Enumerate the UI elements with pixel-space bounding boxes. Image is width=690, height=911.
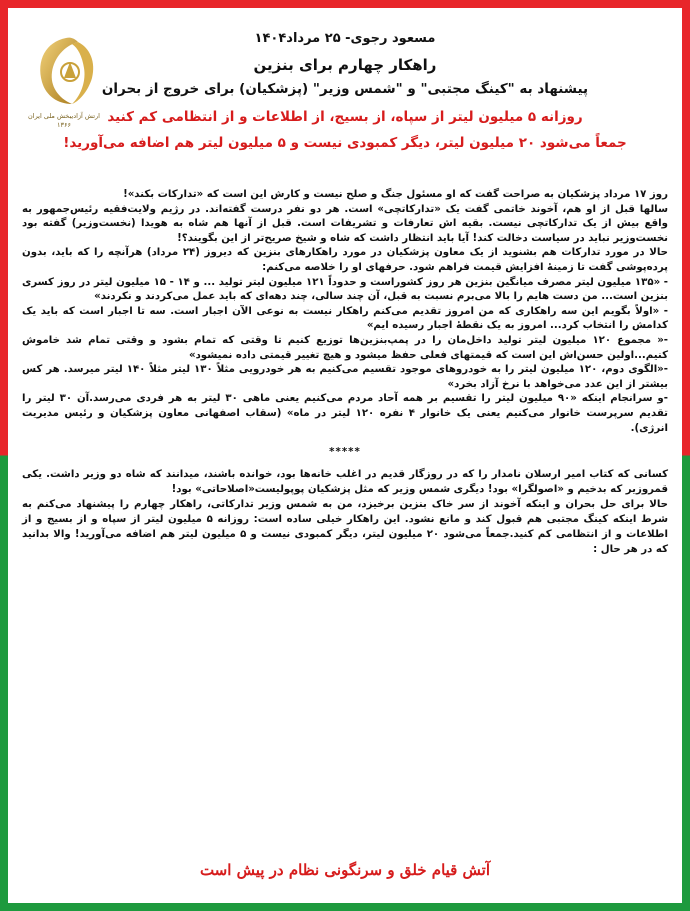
body-paragraph: -«الگوی دوم، ۱۲۰ میلیون لیتر را به خودروهای موجود تقسیم می‌کنیم به هر خودرویی مثلاً ۱۳۰ لیتر مثلاً ۱۴۰ لیتر میرسد. هر کس بیشتر از این عدد می‌خواهد با نرخ آزاد بخرد» (22, 364, 668, 390)
body-paragraph: - «اولاً بگویم این سه راهکاری که من امروز تقدیم می‌کنم راهکار نیست به نوعی الآن اجبار است. سه تا اجبار است که باید یک کدامش را انتخاب کرد... امروز به یک نقطهٔ اجبار رسیده ایم» (22, 305, 668, 332)
logo-caption-line-2: ۱۳۶۶ (57, 121, 71, 129)
body-paragraph: سالها قبل از او هم، آخوند خاتمی گفت یک «تدارکاتچی» است. هر دو نفر درست گفته‌اند. در رژیم ولایت‌فقیه رئیس‌جمهور به واقع بیش از یک تدارکاتچی نیست. بقیه اش تعارفات و تشریفات است. قبل از آنها هم شاه به هویدا (نخست‌وزیر) گفته بود نخست‌وزیر نباید در سیاست دخالت کند! آیا باید انتظار داشت که شاه و شیخ صریح‌تر از این بگویند؟! (22, 203, 668, 244)
document-header (8, 28, 682, 154)
document-subtitle: پیشنهاد به "کینگ مجتبی" و "شمس وزیر" (پزشکیان) برای خروج از بحران (101, 81, 589, 97)
article-body (22, 188, 668, 557)
body-paragraph: روز ۱۷ مرداد پزشکیان به صراحت گفت که او مسئول جنگ و صلح نیست و کارش این است که «تدارکات بکند»! (123, 189, 668, 200)
highlight-line-2: جمعاً می‌شود ۲۰ میلیون لیتر، دیگر کمبودی نیست و ۵ میلیون لیتر هم اضافه می‌آورید! (63, 135, 627, 151)
body-paragraph: -و سرانجام اینکه «۹۰ میلیون لیتر را تقسیم بر همه آحاد مردم می‌کنیم یعنی ماهی ۳۰ لیتر به هر فردی می‌رسد.آن ۳۰ لیتر را تقدیم سرپرست خانوار می‌کنیم یعنی یک خانوار ۴ نفره ۱۲۰ لیتر در ماه» (سقاب اصفهانی معاون پزشکیان و رئیس مدیریت انرژی). (22, 393, 669, 434)
logo-caption-line-1: ارتش آزادیبخش ملی ایران (28, 112, 100, 120)
document-sheet (8, 8, 682, 903)
closing-slogan: آتش قیام خلق و سرنگونی نظام در پیش است (199, 861, 491, 879)
body-paragraph: کسانی که کتاب امیر ارسلان نامدار را که در روزگار قدیم در اغلب خانه‌ها بود، خوانده باشند، میدانند که شاه دو وزیر داشت. یکی قمروزیر که بدخیم و «اصولگرا» بود! دیگری شمس وزیر که مثل پزشکیان پوپولیست«اصلاحاتی» بود! (22, 468, 668, 495)
highlight-line-1: روزانه ۵ میلیون لیتر از سپاه، از بسیج، از اطلاعات و از انتظامی کم کنید (107, 109, 583, 125)
body-paragraph: -« مجموع ۱۲۰ میلیون لیتر تولید داخل‌مان را در پمپ‌بنزین‌ها توزیع کنیم تا وقتی که تمام بشود و وقتی تمام شد خاموش کنیم...اولین حسن‌اش این است که قیمتهای فعلی حفظ میشود و هیچ تغییر قیمتی داده نمیشود» (22, 334, 669, 361)
body-paragraph: حالا برای حل بحران و اینکه آخوند از سر خاک بنزین برخیزد، من به شمس وزیر تدارکاتی، راهکار چهارم را پیشنهاد می‌کنم به شرط اینکه کینگ مجتبی هم قبول کند و مانع نشود. این راهکار خیلی ساده است: روزانه ۵ میلیون لیتر از سپاه و از بسیج و از اطلاعات و از انتظامی کم کنید.جمعاً می‌شود ۲۰ میلیون لیتر، دیگر کمبودی نیست و ۵ میلیون لیتر هم اضافه می‌آورید! والا بدانید که در هر حال : (22, 498, 668, 555)
document-title: راهکار چهارم برای بنزین (253, 56, 437, 74)
section-separator: ***** (329, 447, 361, 459)
author-date: مسعود رجوی- ۲۵ مرداد۱۴۰۴ (254, 31, 436, 46)
body-paragraph: حالا در مورد تدارکات هم بشنوید از یک معاون پزشکیان در مورد راهکارهای بنزین که دیروز (۲۴ مرداد) هرآنچه را که باید، بدون پرده‌پوشی گفت تا زمینهٔ افزایش قیمت فراهم شود. حرفهای او را خلاصه می‌کنم: (22, 247, 668, 273)
body-paragraph: - «۱۳۵ میلیون لیتر مصرف میانگین بنزین هر روز کشوراست و حدوداً ۱۲۱ میلیون لیتر تولید ... و ۱۴ - ۱۵ میلیون لیتر در روز کسری بنزین است... من دست هایم را بالا می‌برم نسبت به قبل، آن چند سالی، چند دهه‌ای که باید عمل می‌کردند و نکردند» (22, 276, 668, 303)
